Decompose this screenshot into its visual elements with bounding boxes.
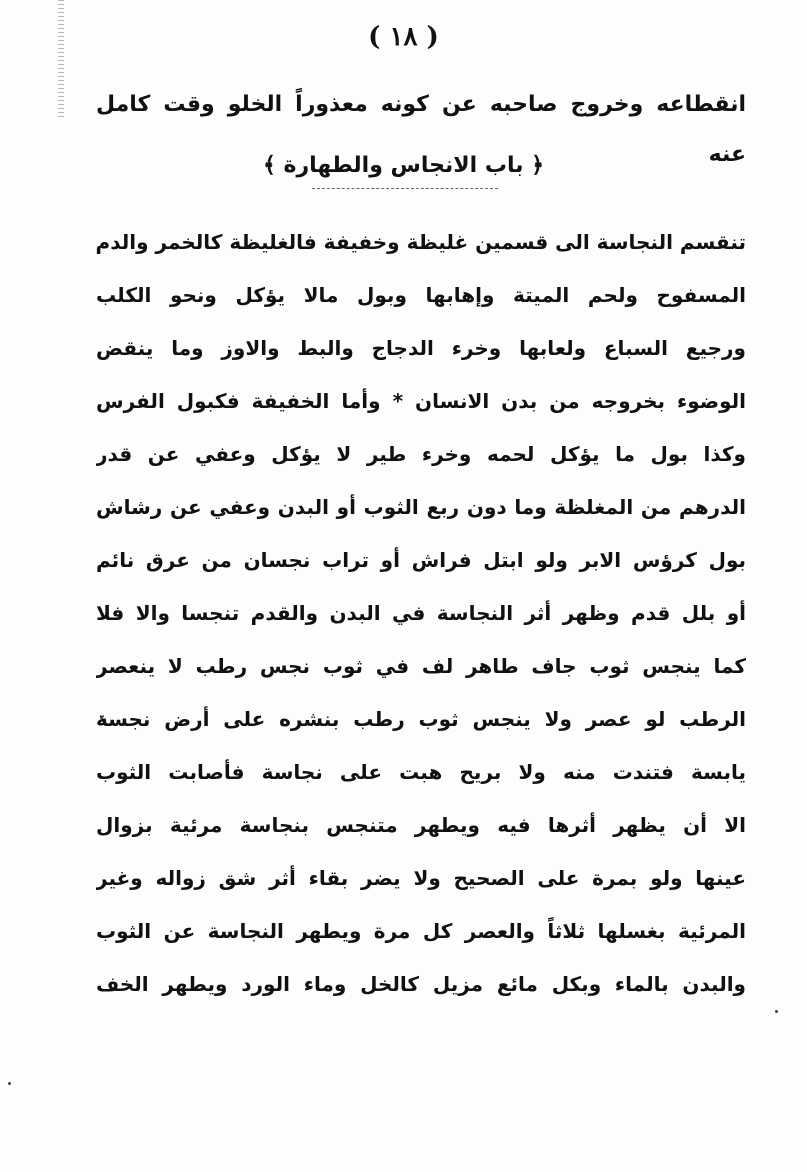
text-line: ورجيع السباع ولعابها وخرء الدجاج والبط والاوز وما ينقض	[96, 336, 746, 360]
continuation-line: انقطاعه وخروج صاحبه عن كونه معذوراً الخلو وقت كامل عنه	[96, 92, 746, 167]
text-line: وكذا بول ما يؤكل لحمه وخرء طير لا يؤكل وعفي عن قدر	[96, 442, 746, 466]
text-line: أو بلل قدم وظهر أثر النجاسة في البدن والقدم تنجسا والا فلا	[96, 601, 746, 625]
title-underline	[312, 188, 498, 189]
text-line: كما ينجس ثوب جاف طاهر لف في ثوب نجس رطب لا ينعصر	[96, 654, 746, 678]
margin-mark	[775, 1010, 778, 1013]
margin-mark	[8, 1082, 11, 1085]
text-line: المسفوح ولحم الميتة وإهابها وبول مالا يؤكل ونحو الكلب	[96, 283, 746, 307]
text-line: الدرهم من المغلظة وما دون ربع الثوب أو البدن وعفي عن رشاش	[96, 495, 746, 519]
text-line: بول كرؤس الابر ولو ابتل فراش أو تراب نجسان من عرق نائم	[96, 548, 746, 572]
text-line: الوضوء بخروجه من بدن الانسان * وأما الخفيفة فكبول الفرس	[96, 389, 746, 413]
chapter-title: ﴿ باب الانجاس والطهارة ﴾	[262, 153, 545, 178]
text-line: عينها ولو بمرة على الصحيح ولا يضر بقاء أثر شق زواله وغير	[96, 866, 746, 890]
text-line: الرطب لو عصر ولا ينجس ثوب رطب بنشره على أرض نجسة	[96, 707, 746, 731]
text-line: الا أن يظهر أثرها فيه ويطهر متنجس بنجاسة مرئية بزوال	[96, 813, 746, 837]
text-line: والبدن بالماء وبكل مائع مزيل كالخل وماء الورد ويطهر الخف	[96, 972, 746, 996]
text-line: تنقسم النجاسة الى قسمين غليظة وخفيفة فالغليظة كالخمر والدم	[96, 230, 746, 254]
body-text	[96, 216, 746, 1011]
text-line: يابسة فتندت منه ولا بريح هبت على نجاسة فأصابت الثوب	[96, 760, 746, 784]
page-number: ( ١٨ )	[368, 22, 439, 52]
binding-edge	[58, 0, 64, 120]
text-line: المرئية بغسلها ثلاثاً والعصر كل مرة ويطهر النجاسة عن الثوب	[96, 919, 746, 943]
